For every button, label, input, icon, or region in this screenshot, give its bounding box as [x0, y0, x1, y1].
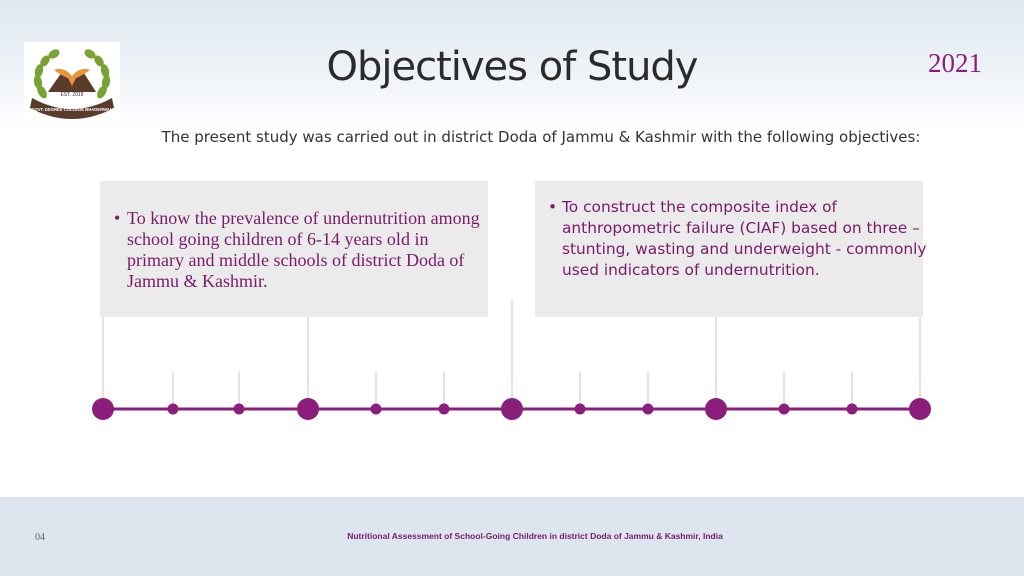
bullet-icon: • [548, 198, 558, 216]
logo-ribbon-text: GOVT. DEGREE COLLEGE BHADERWAH [31, 107, 113, 112]
slide-title: Objectives of Study [326, 44, 698, 90]
slide-subtitle: The present study was carried out in district Doda of Jammu & Kashmir with the following objectives: [161, 128, 921, 146]
logo-est-text: EST. 2018 [60, 92, 84, 98]
objective-box-2 [535, 181, 927, 317]
objective-item-1 [114, 208, 487, 292]
page-number: 04 [35, 532, 45, 543]
objective-box-1 [100, 181, 488, 317]
timeline-node-minor [575, 404, 586, 415]
timeline-node-minor [371, 404, 382, 415]
timeline-node-minor [234, 404, 245, 415]
footer-caption: Nutritional Assessment of School-Going Children in district Doda of Jammu & Kashmir, India [347, 531, 723, 541]
bullet-icon: • [114, 208, 121, 228]
timeline-node-major [705, 398, 727, 420]
timeline-node-major [909, 398, 931, 420]
timeline-node-minor [168, 404, 179, 415]
objective-item-2 [548, 197, 932, 281]
timeline-node-minor [439, 404, 450, 415]
year-label: 2021 [928, 48, 982, 78]
objective-text-2: To construct the composite index of anthropometric failure (CIAF) based on three – stunting, wasting and underweight - commonly used indicators of undernutrition. [562, 198, 927, 279]
timeline-node-minor [779, 404, 790, 415]
timeline-node-major [297, 398, 319, 420]
timeline-node-major [501, 398, 523, 420]
timeline-node-minor [643, 404, 654, 415]
timeline-node-major [92, 398, 114, 420]
objective-text-1: To know the prevalence of undernutrition among school going children of 6-14 years old in primary and middle schools of district Doda of Jammu & Kashmir. [127, 208, 480, 291]
timeline-node-minor [847, 404, 858, 415]
